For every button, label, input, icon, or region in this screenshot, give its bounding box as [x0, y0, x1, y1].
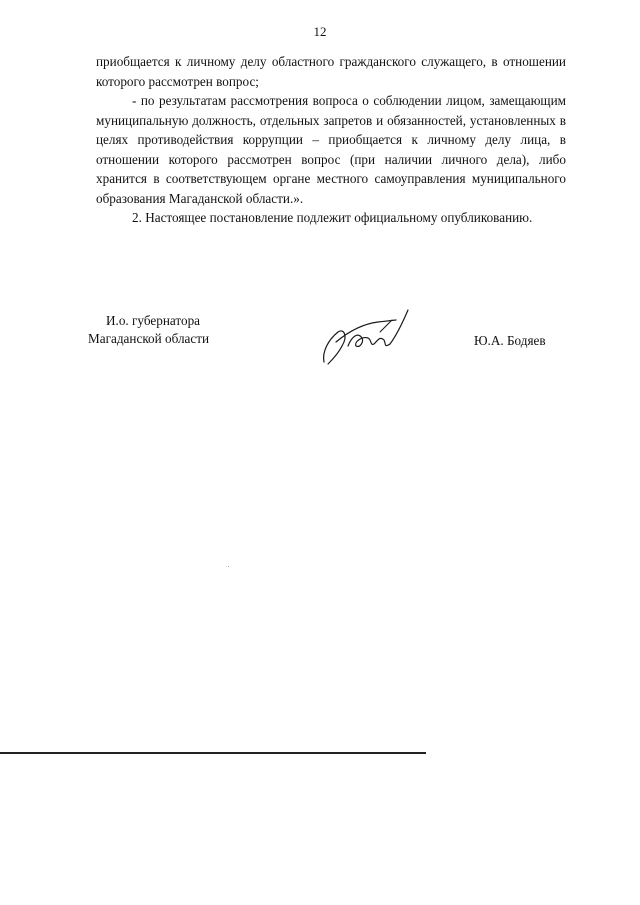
document-body: [96, 52, 566, 228]
signatory-name: Ю.А. Бодяев: [474, 333, 546, 348]
handwritten-signature: [318, 302, 418, 370]
paragraph-publication: 2. Настоящее постановление подлежит официальному опубликованию.: [132, 210, 533, 225]
scan-speck: [228, 566, 229, 567]
paragraph-continuation: приобщается к личному делу областного гражданского служащего, в отношении которого рассмотрен вопрос;: [96, 54, 566, 89]
page-number: 12: [313, 24, 327, 39]
signatory-title-line2: Магаданской области: [88, 331, 210, 346]
paragraph-municipal-clause: - по результатам рассмотрения вопроса о соблюдении лицом, замещающим муниципальную должность, отдельных запретов и обязанностей, установленных в целях противодействия коррупции – приобщается к личному делу лица, в отношении которого рассмотрен вопрос (при наличии личного дела), либо хранится в соответствующем органе местного самоуправления муниципального образования Магаданской области.».: [96, 93, 566, 206]
bottom-rule-line: [0, 752, 426, 754]
signatory-title: [88, 312, 209, 348]
signatory-title-line1: И.о. губернатора: [106, 313, 201, 328]
